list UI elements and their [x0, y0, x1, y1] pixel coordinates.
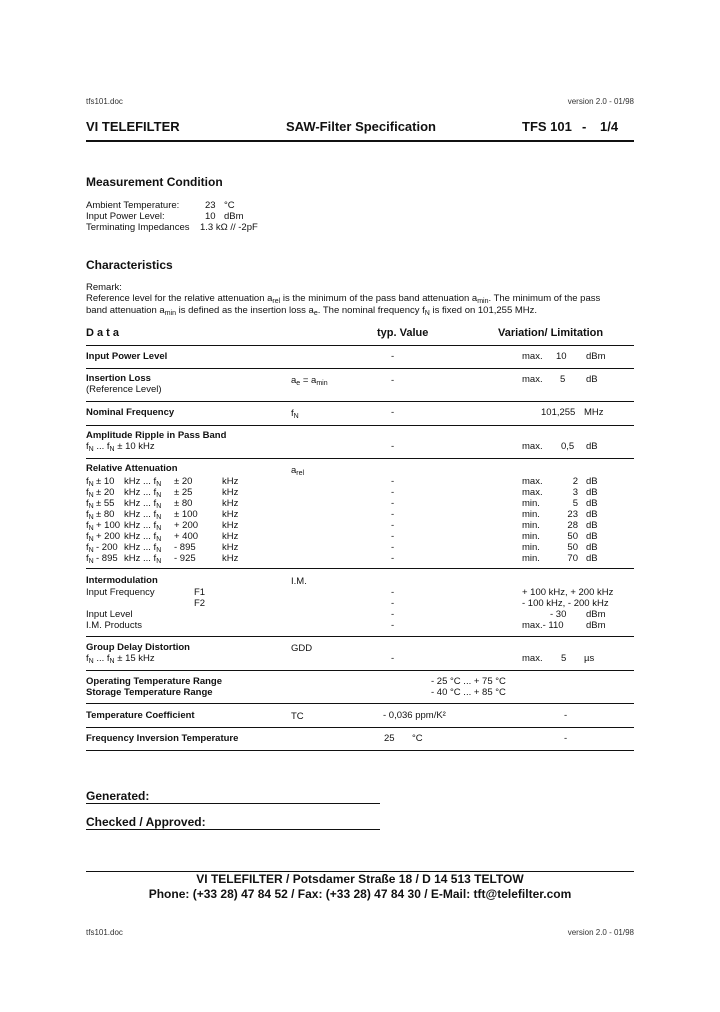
rel-att-val: 3 [572, 487, 578, 498]
rel-att-lim: max. [522, 476, 543, 487]
generated-label: Generated: [86, 789, 150, 803]
row-ripple-typ: - [391, 441, 395, 452]
rel-att-fsymbol: $f_N$ [86, 487, 94, 499]
row-intermod-f1-typ: - [391, 587, 395, 598]
rel-att-d: kHz [222, 553, 239, 564]
rel-att-c: ± 100 [174, 509, 198, 520]
rel-att-a: ± 80 [96, 509, 115, 520]
rule [86, 703, 634, 704]
rule [86, 401, 634, 402]
row-gdd-unit: µs [584, 653, 595, 664]
row-ripple-label: Amplitude Ripple in Pass Band [86, 430, 227, 441]
row-gdd-val: 5 [561, 653, 567, 664]
row-ripple-lim: max. [522, 441, 543, 452]
rel-att-unit: dB [586, 520, 598, 531]
row-gdd-lim: max. [522, 653, 543, 664]
row-input-power-val: 10 [556, 351, 567, 362]
row-tempco-label: Temperature Coefficient [86, 710, 195, 721]
rel-att-typ: - [391, 487, 395, 498]
rel-att-d: kHz [222, 476, 239, 487]
row-nominal-freq-val: 101,255 [541, 407, 576, 418]
rel-att-between: kHz ... $f_N$ [124, 520, 162, 532]
rule [86, 368, 634, 369]
rel-att-typ: - [391, 542, 395, 553]
row-inversion-unit: °C [412, 733, 423, 744]
meas-unit-ambient: °C [224, 200, 235, 211]
row-inversion-typ: 25 [384, 733, 395, 744]
rel-att-unit: dB [586, 498, 598, 509]
row-intermod-input-level-val: - 30 [550, 609, 567, 620]
row-tempco-symbol: TC [291, 711, 304, 722]
rel-att-a: ± 10 [96, 476, 115, 487]
row-intermod-products-typ: - [391, 620, 395, 631]
col-header-data: D a t a [86, 327, 120, 339]
row-intermod-f2: F2 [194, 598, 206, 609]
company-name: VI TELEFILTER [86, 119, 180, 134]
row-storage-temp-val: - 40 °C ... + 85 °C [431, 687, 506, 698]
rel-att-fsymbol: $f_N$ [86, 520, 94, 532]
col-header-typ: typ. Value [377, 327, 429, 339]
generated-signature-line[interactable] [86, 803, 380, 804]
rel-att-lim: min. [522, 520, 540, 531]
rule [86, 345, 634, 346]
rel-att-a: - 200 [96, 542, 118, 553]
rel-att-d: kHz [222, 531, 239, 542]
row-intermod-input-level-unit: dBm [586, 609, 606, 620]
rel-att-lim: min. [522, 498, 540, 509]
row-ripple-range: $f_N$ ... $f_N \pm 10$ kHz [86, 441, 155, 453]
header-dash: - [582, 119, 587, 134]
meas-value-ambient: 23 [205, 200, 216, 211]
rel-att-between: kHz ... $f_N$ [124, 531, 162, 543]
meas-value-impedance: 1.3 kΩ // -2pF [200, 222, 258, 233]
rule [86, 568, 634, 569]
row-ripple-unit: dB [586, 441, 598, 452]
rule [86, 727, 634, 728]
rel-att-lim: min. [522, 531, 540, 542]
footer-version: version 2.0 - 01/98 [567, 928, 634, 937]
rel-att-fsymbol: $f_N$ [86, 542, 94, 554]
rel-att-c: ± 25 [174, 487, 193, 498]
row-intermod-products: I.M. Products [86, 620, 142, 631]
rel-att-d: kHz [222, 509, 239, 520]
header-rule [86, 140, 634, 142]
row-nominal-freq-typ: - [391, 407, 395, 418]
row-inversion-label: Frequency Inversion Temperature [86, 733, 239, 744]
rel-att-d: kHz [222, 487, 239, 498]
rel-att-c: + 400 [174, 531, 199, 542]
rel-att-a: + 100 [96, 520, 121, 531]
rel-att-unit: dB [586, 476, 598, 487]
row-intermod-products-unit: dBm [586, 620, 606, 631]
row-intermod-input-level: Input Level [86, 609, 133, 620]
row-gdd-range: $f_N$ ... $f_N \pm 15$ kHz [86, 653, 155, 665]
rel-att-lim: min. [522, 509, 540, 520]
row-intermod-input-freq: Input Frequency [86, 587, 155, 598]
part-number: TFS 101 [522, 119, 572, 134]
row-insertion-loss-lim: max. [522, 374, 543, 385]
row-input-power-typ: - [391, 351, 395, 362]
row-insertion-loss-unit: dB [586, 374, 598, 385]
footer-filename: tfs101.doc [86, 928, 123, 937]
rel-att-between: kHz ... $f_N$ [124, 487, 162, 499]
row-relative-att-symbol: $a_{rel}$ [291, 465, 305, 477]
row-input-power-unit: dBm [586, 351, 606, 362]
rel-att-c: - 895 [174, 542, 196, 553]
remark-line-2: band attenuation $a_{min}$ is defined as the insertion loss $a_e$. The nominal frequency $f_N$ is fixed on 101,255 MHz. [86, 305, 538, 317]
rel-att-val: 2 [572, 476, 578, 487]
checked-signature-line[interactable] [86, 829, 380, 830]
row-gdd-typ: - [391, 653, 395, 664]
row-intermod-f1: F1 [194, 587, 206, 598]
header-version: version 2.0 - 01/98 [567, 97, 634, 106]
rel-att-between: kHz ... $f_N$ [124, 476, 162, 488]
page-number: 1/4 [600, 119, 619, 134]
rel-att-unit: dB [586, 487, 598, 498]
row-intermod-f2-val: - 100 kHz, - 200 kHz [522, 598, 609, 609]
row-nominal-freq-unit: MHz [584, 407, 604, 418]
row-insertion-loss-label: Insertion Loss [86, 373, 151, 384]
row-insertion-loss-val: 5 [560, 374, 566, 385]
row-inversion-var: - [564, 733, 568, 744]
rel-att-c: + 200 [174, 520, 199, 531]
meas-unit-power: dBm [224, 211, 244, 222]
rel-att-lim: max. [522, 487, 543, 498]
checked-label: Checked / Approved: [86, 815, 206, 829]
rel-att-between: kHz ... $f_N$ [124, 509, 162, 521]
rel-att-c: ± 80 [174, 498, 193, 509]
rel-att-fsymbol: $f_N$ [86, 553, 94, 565]
characteristics-title: Characteristics [86, 258, 173, 272]
col-header-variation: Variation/ Limitation [498, 327, 604, 339]
rel-att-typ: - [391, 498, 395, 509]
rel-att-typ: - [391, 553, 395, 564]
rule [86, 670, 634, 671]
rel-att-between: kHz ... $f_N$ [124, 498, 162, 510]
row-operating-temp-val: - 25 °C ... + 75 °C [431, 676, 506, 687]
rel-att-c: ± 20 [174, 476, 193, 487]
row-intermod-products-val: max.- 110 [522, 620, 564, 631]
rule [86, 458, 634, 459]
rel-att-d: kHz [222, 520, 239, 531]
meas-label-impedance: Terminating Impedances [86, 222, 190, 233]
rel-att-unit: dB [586, 509, 598, 520]
row-ripple-val: 0,5 [561, 441, 575, 452]
rel-att-between: kHz ... $f_N$ [124, 542, 162, 554]
rel-att-typ: - [391, 509, 395, 520]
rel-att-val: 50 [567, 531, 578, 542]
rel-att-unit: dB [586, 553, 598, 564]
row-insertion-loss-sublabel: (Reference Level) [86, 384, 162, 395]
rel-att-fsymbol: $f_N$ [86, 531, 94, 543]
rel-att-between: kHz ... $f_N$ [124, 553, 162, 565]
rel-att-d: kHz [222, 542, 239, 553]
rel-att-unit: dB [586, 542, 598, 553]
rel-att-typ: - [391, 476, 395, 487]
row-intermod-f1-val: + 100 kHz, + 200 kHz [522, 587, 614, 598]
rel-att-typ: - [391, 531, 395, 542]
rel-att-c: - 925 [174, 553, 196, 564]
row-intermod-input-level-typ: - [391, 609, 395, 620]
rel-att-val: 70 [567, 553, 578, 564]
row-insertion-loss-typ: - [391, 375, 395, 386]
measurement-title: Measurement Condition [86, 175, 223, 189]
remark-label: Remark: [86, 282, 122, 293]
rel-att-a: ± 20 [96, 487, 115, 498]
row-storage-temp-label: Storage Temperature Range [86, 687, 213, 698]
row-intermod-f2-typ: - [391, 598, 395, 609]
row-input-power-lim: max. [522, 351, 543, 362]
rel-att-val: 5 [572, 498, 578, 509]
row-insertion-loss-symbol: $a_e = a_{min}$ [291, 375, 328, 387]
rule [86, 750, 634, 751]
meas-value-power: 10 [205, 211, 216, 222]
rel-att-lim: min. [522, 553, 540, 564]
footer-address: VI TELEFILTER / Potsdamer Straße 18 / D 14 513 TELTOW [196, 872, 524, 886]
meas-label-ambient: Ambient Temperature: [86, 200, 180, 211]
row-relative-att-label: Relative Attenuation [86, 463, 178, 474]
row-operating-temp-label: Operating Temperature Range [86, 676, 223, 687]
rel-att-typ: - [391, 520, 395, 531]
rel-att-unit: dB [586, 531, 598, 542]
row-gdd-symbol: GDD [291, 643, 313, 654]
rule [86, 636, 634, 637]
doc-title: SAW-Filter Specification [286, 119, 436, 134]
rel-att-fsymbol: $f_N$ [86, 498, 94, 510]
row-input-power-label: Input Power Level [86, 351, 168, 362]
row-tempco-var: - [564, 710, 568, 721]
rel-att-a: ± 55 [96, 498, 115, 509]
rel-att-a: - 895 [96, 553, 118, 564]
row-intermod-label: Intermodulation [86, 575, 158, 586]
rule [86, 425, 634, 426]
row-nominal-freq-label: Nominal Frequency [86, 407, 175, 418]
rel-att-fsymbol: $f_N$ [86, 476, 94, 488]
footer-contact: Phone: (+33 28) 47 84 52 / Fax: (+33 28) 47 84 30 / E-Mail: tft@telefilter.com [148, 887, 572, 901]
rel-att-val: 28 [567, 520, 578, 531]
rel-att-fsymbol: $f_N$ [86, 509, 94, 521]
rel-att-d: kHz [222, 498, 239, 509]
row-intermod-symbol: I.M. [291, 576, 307, 587]
row-nominal-freq-symbol: $f_N$ [291, 408, 299, 420]
meas-label-power: Input Power Level: [86, 211, 165, 222]
remark-line-1: Reference level for the relative attenuation $a_{rel}$ is the minimum of the pass band attenuation $a_{min}$. The minimum of the pass [86, 293, 601, 305]
row-tempco-typ: - 0,036 ppm/K² [383, 710, 446, 721]
rel-att-val: 23 [567, 509, 578, 520]
rel-att-a: + 200 [96, 531, 121, 542]
rel-att-lim: min. [522, 542, 540, 553]
rel-att-val: 50 [567, 542, 578, 553]
header-filename: tfs101.doc [86, 97, 123, 106]
row-gdd-label: Group Delay Distortion [86, 642, 190, 653]
